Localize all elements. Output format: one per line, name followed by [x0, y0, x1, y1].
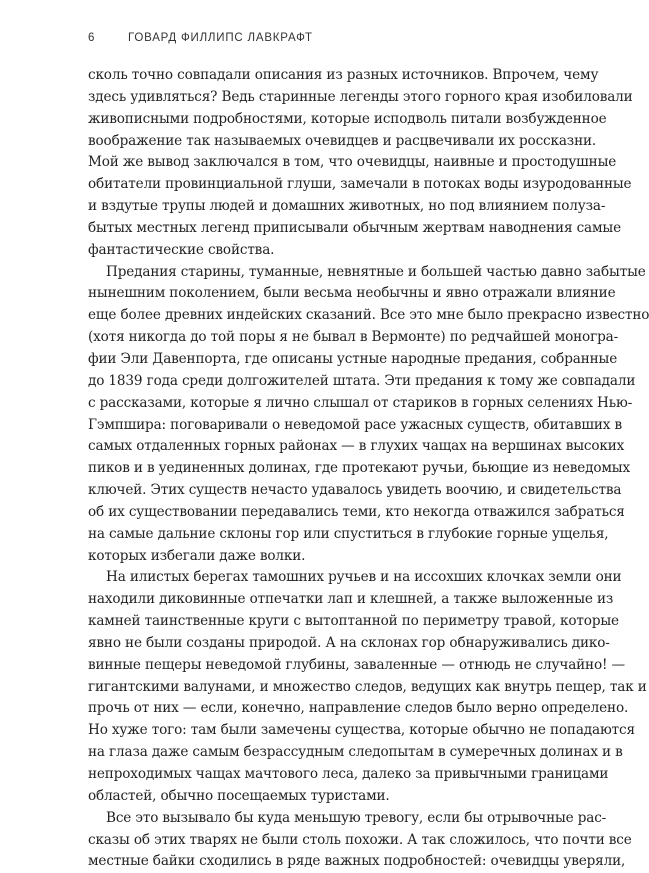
text-line: которых избегали даже волки. — [88, 547, 306, 564]
text-line: об их существовании передавались теми, кто некогда отважился забраться — [88, 503, 625, 520]
text-line: бытых местных легенд приписывали обычным жертвам наводнения самые — [88, 219, 621, 236]
running-header — [88, 32, 508, 50]
text-line: находили диковинные отпечатки лап и клешней, а также выложенные из — [88, 591, 614, 608]
text-line: и вздутые трупы людей и домашних животных, но под влиянием полуза- — [88, 198, 606, 215]
text-line: фантастические свойства. — [88, 241, 275, 258]
text-line: Мой же вывод заключался в том, что очевидцы, наивные и простодушные — [88, 154, 617, 171]
text-line: местные байки сходились в ряде важных подробностей: очевидцы уверяли, — [88, 853, 626, 870]
text-line: живописными подробностями, которые исподволь питали возбужденное — [88, 110, 607, 127]
text-line: явно не были созданы природой. А на склонах гор обнаруживались дико- — [88, 634, 610, 651]
text-line: до 1839 года среди долгожителей штата. Эти предания к тому же совпадали — [88, 372, 636, 389]
text-line: сказы об этих тварях не были столь похожи. А так сложилось, что почти все — [88, 831, 632, 848]
body-text — [88, 65, 649, 873]
text-line: сколь точно совпадали описания из разных источников. Впрочем, чему — [88, 67, 599, 83]
text-line: воображение так называемых очевидцев и расцвечивали их россказни. — [88, 132, 597, 149]
paragraph-4 — [88, 808, 632, 873]
text-line: нынешним поколением, были весьма необычны и явно отражали влияние — [88, 285, 616, 302]
text-line: самых отдаленных горных районах — в глухих чащах на вершинах высоких — [88, 438, 625, 455]
page-number: 6 — [88, 32, 96, 44]
text-line: непроходимых чащах мачтового леса, далеко за привычными границами — [88, 766, 609, 782]
text-line: прочь от них — если, конечно, направление следов было верно определено. — [88, 700, 629, 717]
text-line: камней таинственные круги с вытоптанной по периметру травой, которые — [88, 613, 619, 630]
author-name: ГОВАРД ФИЛЛИПС ЛАВКРАФТ — [128, 32, 313, 44]
text-line: гигантскими валунами, и множество следов, ведущих как внутрь пещер, так и — [88, 678, 647, 695]
text-line: винные пещеры неведомой глубины, заваленные — отнюдь не случайно! — — [88, 656, 625, 673]
text-line: пиков и в уединенных долинах, где протекают ручьи, бьющие из неведомых — [88, 460, 630, 477]
paragraph-3 — [88, 567, 647, 807]
paragraph-2 — [88, 262, 649, 568]
text-line: (хотя никогда до той поры я не бывал в Вермонте) по редчайшей моногра- — [88, 329, 619, 346]
text-line: ключей. Этих существ нечасто удавалось увидеть воочию, и свидетельства — [88, 482, 622, 499]
text-line: Гэмпшира: поговаривали о неведомой расе ужасных существ, обитавших в — [88, 416, 622, 433]
text-line: Все это вызывало бы куда меньшую тревогу, если бы отрывочные рас- — [106, 809, 607, 826]
text-line: фии Эли Давенпорта, где описаны устные народные предания, собранные — [88, 350, 618, 367]
text-line: На илистых берегах тамошних ручьев и на иссохших клочках земли они — [106, 569, 622, 586]
text-line: с рассказами, которые я лично слышал от стариков в горных селениях Нью- — [88, 394, 633, 411]
text-line: Предания старины, туманные, невнятные и большей частью давно забытые — [106, 263, 646, 280]
text-line: Но хуже того: там были замечены существа, которые обычно не попадаются — [88, 722, 635, 739]
paragraph-1 — [88, 65, 633, 262]
text-line: областей, обычно посещаемых туристами. — [88, 787, 390, 804]
text-line: еще более древних индейских сказаний. Все это мне было прекрасно известно — [88, 307, 649, 324]
text-line: на глаза даже самым безрассудным следопытам в сумеречных долинах и в — [88, 744, 623, 761]
text-line: на самые дальние склоны гор или спуститься в глубокие горные ущелья, — [88, 525, 609, 542]
text-line: обитатели провинциальной глуши, замечали в потоках воды изуродованные — [88, 176, 632, 193]
text-line: здесь удивляться? Ведь старинные легенды этого горного края изобиловали — [88, 88, 633, 105]
